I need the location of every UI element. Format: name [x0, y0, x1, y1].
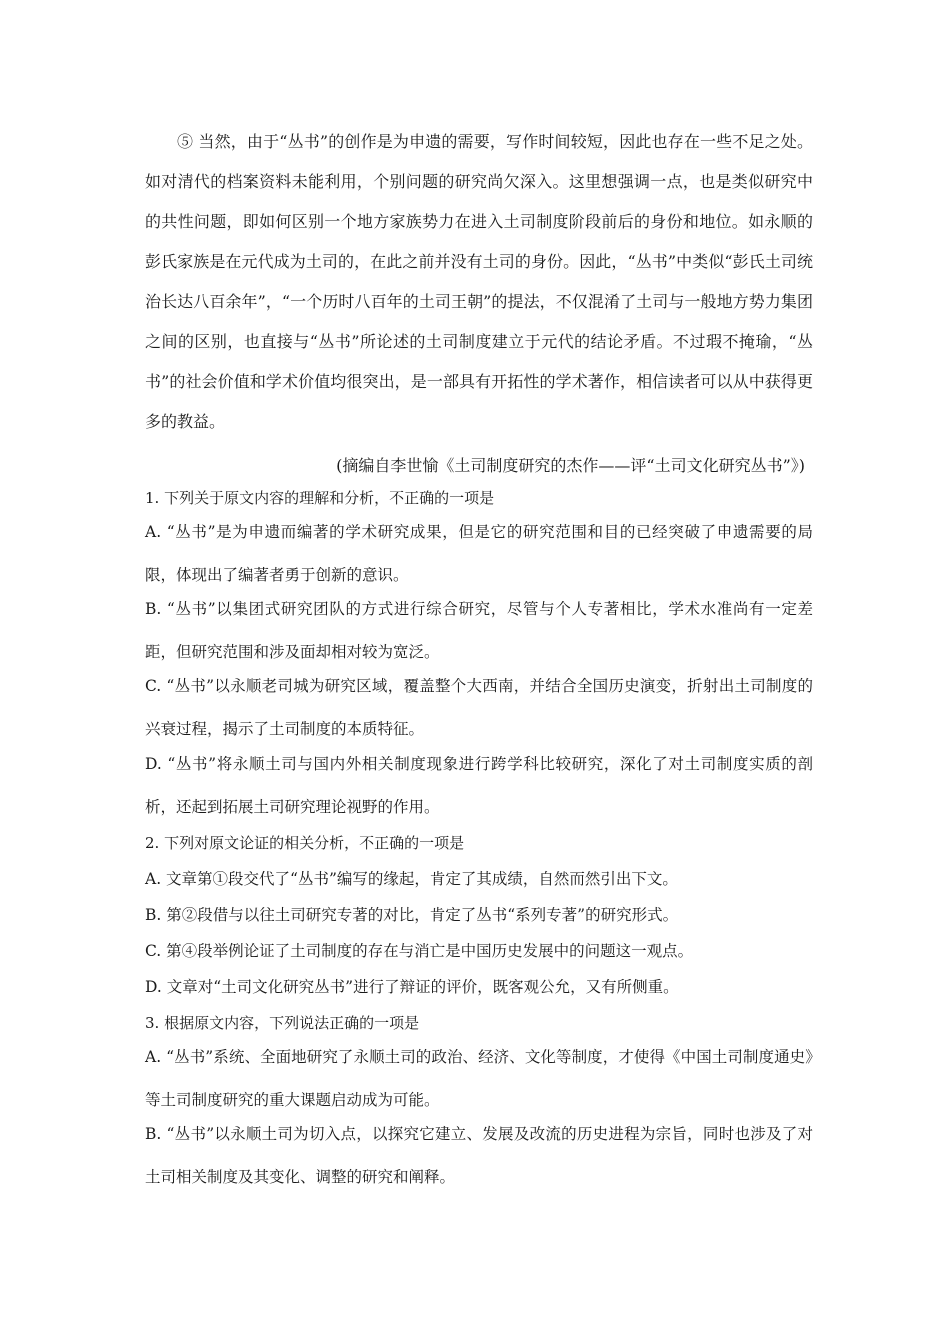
- question-3-stem: 3. 根据原文内容，下列说法正确的一项是: [145, 1014, 420, 1032]
- question-3-option-b: B. “丛书”以永顺土司为切入点，以探究它建立、发展及改流的历史进程为宗旨，同时也涉及了对土司相关制度及其变化、调整的研究和阐释。: [145, 1125, 813, 1186]
- question-2-stem: 2. 下列对原文论证的相关分析，不正确的一项是: [145, 834, 465, 852]
- question-1-option-a: A. “丛书”是为申遗而编著的学术研究成果，但是它的研究范围和目的已经突破了申遗需要的局限，体现出了编著者勇于创新的意识。: [145, 523, 813, 584]
- question-2-option-a: A. 文章第①段交代了“丛书”编写的缘起，肯定了其成绩，自然而然引出下文。: [145, 870, 678, 888]
- question-3-option-a: A. “丛书”系统、全面地研究了永顺土司的政治、经济、文化等制度，才使得《中国土司制度通史》等土司制度研究的重大课题启动成为可能。: [145, 1048, 813, 1109]
- passage-source: (摘编自李世愉《土司制度研究的杰作——评“土司文化研究丛书”》): [336, 456, 805, 475]
- question-1-option-d: D. “丛书”将永顺土司与国内外相关制度现象进行跨学科比较研究，深化了对土司制度实质的剖析，还起到拓展土司研究理论视野的作用。: [145, 755, 813, 816]
- question-1-option-b: B. “丛书”以集团式研究团队的方式进行综合研究，尽管与个人专著相比，学术水准尚有一定差距，但研究范围和涉及面却相对较为宽泛。: [145, 600, 813, 661]
- question-2-option-d: D. 文章对“土司文化研究丛书”进行了辩证的评价，既客观公允，又有所侧重。: [145, 978, 679, 996]
- question-2-option-c: C. 第④段举例论证了土司制度的存在与消亡是中国历史发展中的问题这一观点。: [145, 942, 694, 960]
- question-2-option-b: B. 第②段借与以往土司研究专著的对比，肯定了丛书“系列专著”的研究形式。: [145, 906, 679, 924]
- question-1-option-c: C. “丛书”以永顺老司城为研究区域，覆盖整个大西南，并结合全国历史演变，折射出土司制度的兴衰过程，揭示了土司制度的本质特征。: [145, 677, 813, 738]
- question-1-stem: 1. 下列关于原文内容的理解和分析，不正确的一项是: [145, 489, 495, 507]
- passage-paragraph-5: ⑤ 当然，由于“丛书”的创作是为申遗的需要，写作时间较短，因此也存在一些不足之处。如对清代的档案资料未能利用，个别问题的研究尚欠深入。这里想强调一点，也是类似研究中的共性问题，即如何区别一个地方家族势力在进入土司制度阶段前后的身份和地位。如永顺的彭氏家族是在元代成为土司的，在此之前并没有土司的身份。因此，“丛书”中类似“彭氏土司统治长达八百余年”，“一个历时八百年的土司王朝”的提法，不仅混淆了土司与一般地方势力集团之间的区别，也直接与“丛书”所论述的土司制度建立于元代的结论矛盾。不过瑕不掩瑜，“丛书”的社会价值和学术价值均很突出，是一部具有开拓性的学术著作，相信读者可以从中获得更多的教益。: [145, 132, 813, 431]
